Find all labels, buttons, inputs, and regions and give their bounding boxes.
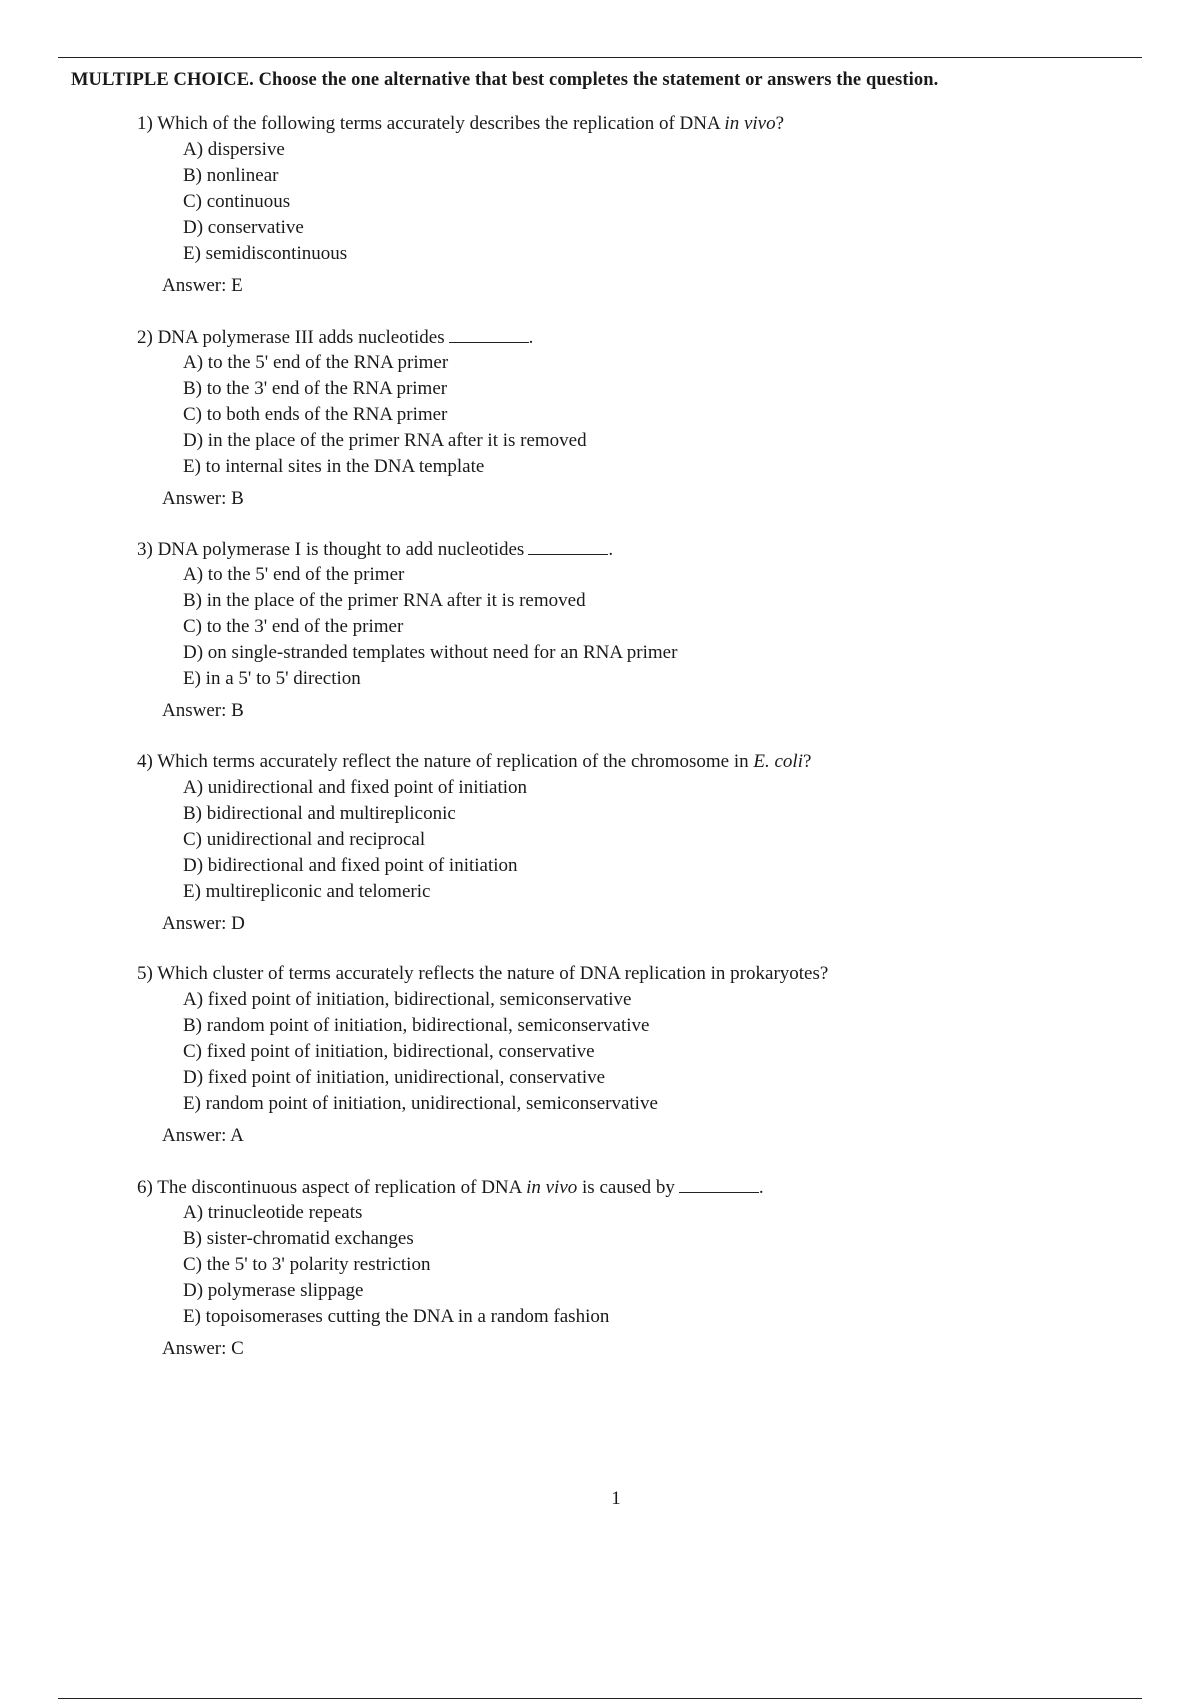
answer-option: B) random point of initiation, bidirectional, semiconservative [183,1015,650,1036]
bottom-rule [58,1698,1142,1699]
question-block [0,326,1200,539]
stem-period: . [528,326,534,348]
question-stem [137,1176,764,1199]
question-list [0,113,1200,1388]
answer-option: C) fixed point of initiation, bidirectional, conservative [183,1041,595,1062]
answer-option: B) nonlinear [183,165,279,186]
answer-option: D) conservative [183,217,304,238]
answer-option: E) multirepliconic and telomeric [183,880,431,902]
stem-text: Which of the following terms accurately describes the replication of DNA [157,113,725,134]
stem-text: is caused by [577,1176,675,1198]
answer-option: B) bidirectional and multirepliconic [183,802,456,824]
answer-option: E) random point of initiation, unidirectional, semiconservative [183,1093,658,1114]
question-block [0,113,1200,326]
answer-option: A) to the 5' end of the primer [183,564,405,585]
stem-text: The discontinuous aspect of replication of DNA [157,1176,527,1198]
option-list [183,564,677,694]
stem-text: DNA polymerase I is thought to add nucleotides [157,539,525,560]
question-stem [137,751,811,773]
question-block [0,751,1200,964]
answer-option: D) in the place of the primer RNA after it is removed [183,429,587,451]
question-stem [137,963,828,985]
answer-key: Answer: B [162,700,244,721]
answer-option: B) sister-chromatid exchanges [183,1227,414,1249]
answer-option: E) semidiscontinuous [183,243,348,264]
answer-option: D) bidirectional and fixed point of initiation [183,854,518,876]
page-number: 1 [611,1488,621,1509]
answer-option: E) in a 5' to 5' direction [183,668,361,689]
question-number: 3) [137,539,153,560]
answer-key: Answer: D [162,912,245,934]
stem-text: ? [775,113,785,134]
fill-in-blank [528,538,608,555]
answer-key: Answer: B [162,487,244,509]
answer-option: B) in the place of the primer RNA after it is removed [183,590,586,611]
section-header: MULTIPLE CHOICE. Choose the one alternative that best completes the statement or answers the question. [71,70,939,90]
stem-period: . [758,1176,764,1198]
stem-text: Which terms accurately reflect the nature of replication of the chromosome in [157,750,754,772]
question-number: 4) [137,750,153,772]
answer-key: Answer: C [162,1337,244,1359]
question-block [0,963,1200,1176]
option-list [183,989,658,1119]
stem-text: Which cluster of terms accurately reflects the nature of DNA replication in prokaryotes? [157,963,829,984]
question-number: 2) [137,326,153,348]
answer-option: A) to the 5' end of the RNA primer [183,351,449,373]
fill-in-blank [449,326,529,343]
fill-in-blank [679,1176,759,1193]
answer-option: A) trinucleotide repeats [183,1201,363,1223]
answer-key: Answer: E [162,275,243,296]
stem-italic-text: in vivo [724,113,776,134]
stem-text: DNA polymerase III adds nucleotides [157,326,445,348]
answer-option: C) to both ends of the RNA primer [183,403,448,425]
answer-option: B) to the 3' end of the RNA primer [183,377,448,399]
answer-option: D) fixed point of initiation, unidirectional, conservative [183,1067,606,1088]
answer-option: A) fixed point of initiation, bidirectional, semiconservative [183,989,632,1010]
option-list [183,139,347,269]
question-stem [137,113,784,135]
answer-option: A) dispersive [183,139,285,160]
stem-italic-text: in vivo [526,1176,578,1198]
question-stem [137,538,613,561]
option-list [183,777,527,907]
stem-period: . [608,539,614,560]
answer-option: C) continuous [183,191,291,212]
stem-text: ? [803,750,812,772]
answer-option: E) topoisomerases cutting the DNA in a random fashion [183,1305,610,1327]
question-stem [137,326,533,349]
top-rule [58,57,1142,58]
answer-option: C) unidirectional and reciprocal [183,828,426,850]
question-number: 5) [137,963,153,984]
answer-option: E) to internal sites in the DNA template [183,455,485,477]
option-list [183,352,587,482]
answer-option: D) polymerase slippage [183,1279,364,1301]
question-number: 1) [137,113,153,134]
question-number: 6) [137,1176,153,1198]
question-block [0,538,1200,751]
stem-italic-text: E. coli [753,750,803,772]
answer-key: Answer: A [162,1125,244,1146]
question-block [0,1176,1200,1389]
answer-option: A) unidirectional and fixed point of initiation [183,776,528,798]
answer-option: C) to the 3' end of the primer [183,616,404,637]
answer-option: C) the 5' to 3' polarity restriction [183,1253,431,1275]
option-list [183,1202,609,1332]
answer-option: D) on single-stranded templates without need for an RNA primer [183,642,678,663]
